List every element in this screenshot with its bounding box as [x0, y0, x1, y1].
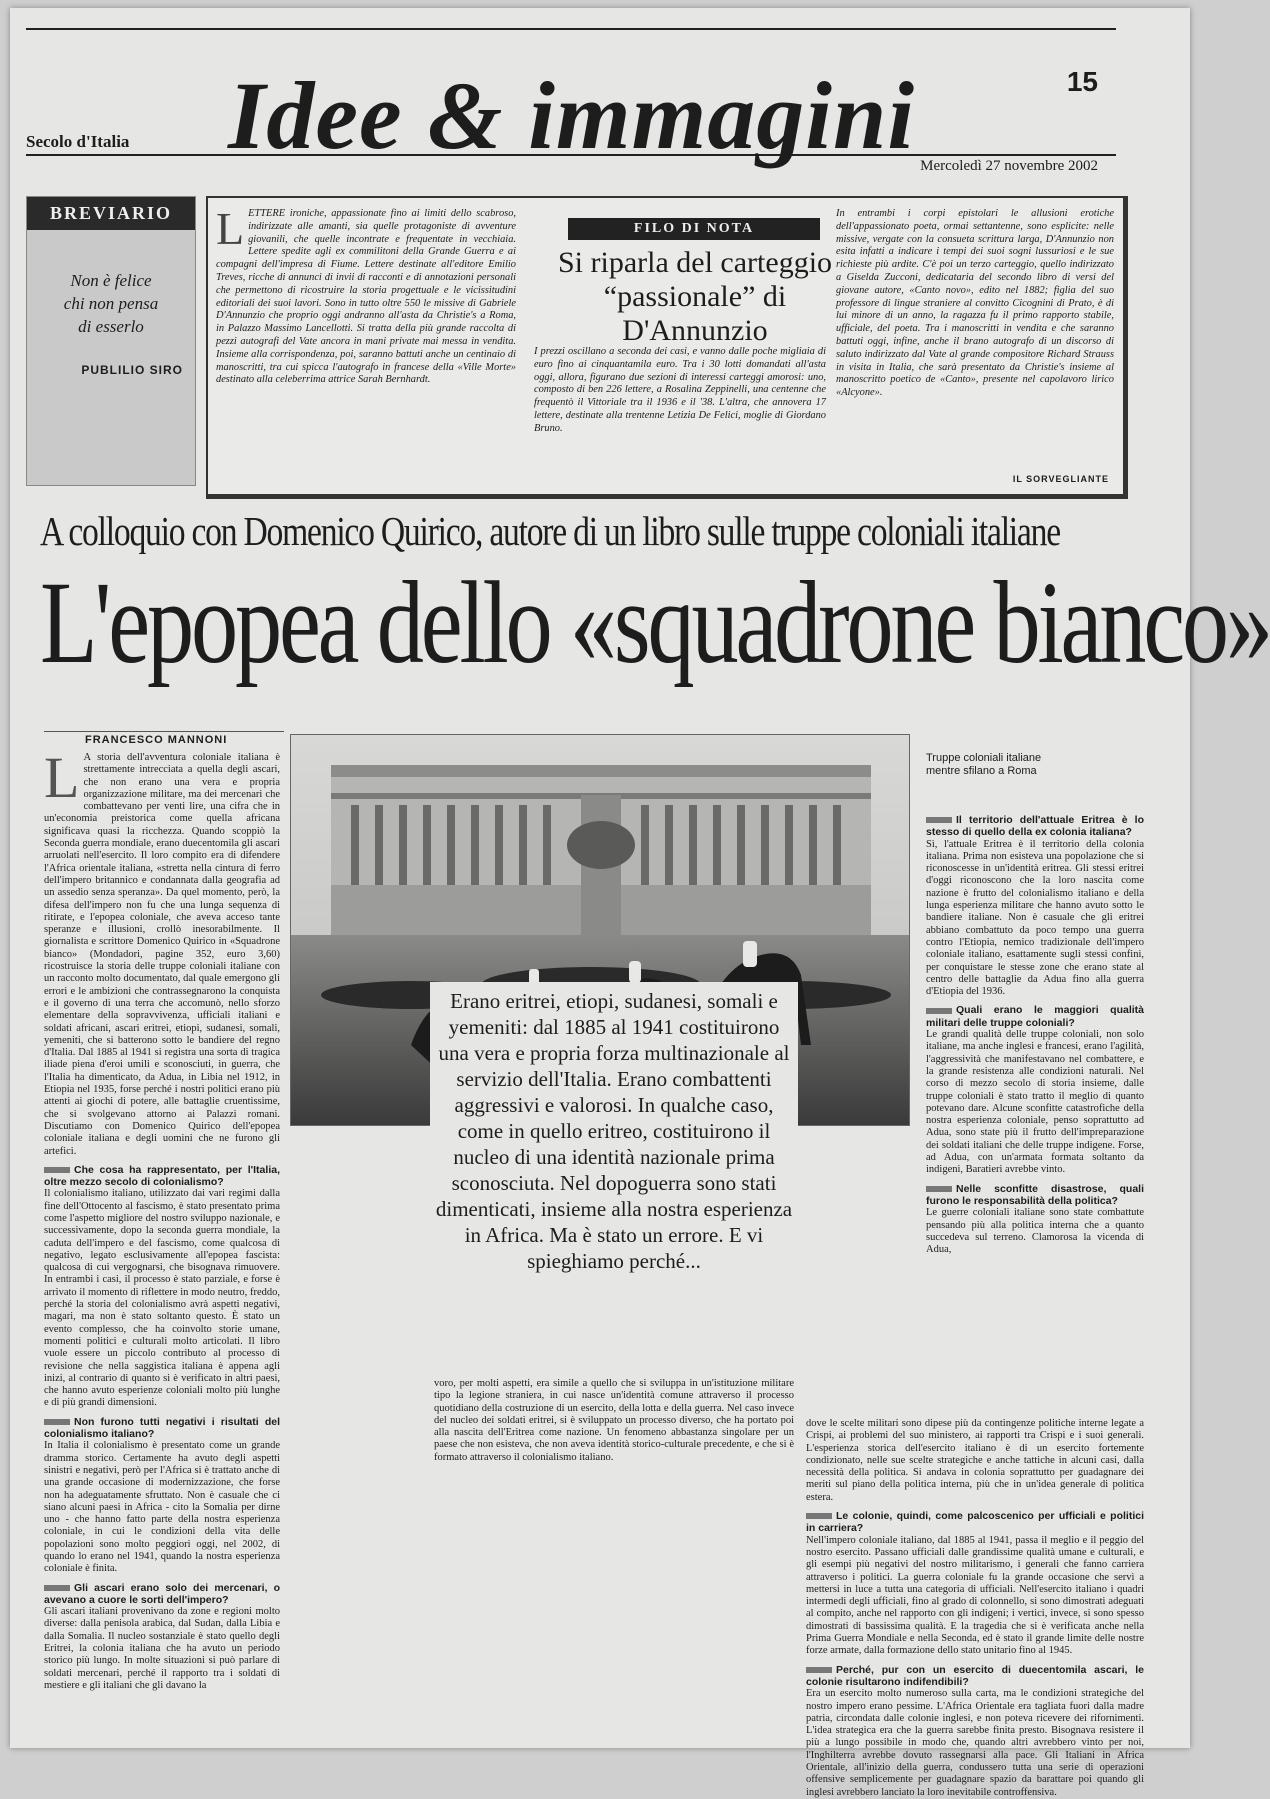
answer-6-start: Le guerre coloniali italiane sono state combattute pensando più alla politica interna che a quanto succedeva sul terreno. Clamorosa la vicenda di Adua, — [926, 1207, 1144, 1256]
byline: FRANCESCO MANNONI — [85, 734, 228, 746]
question-5-text: Quali erano le maggiori qualità militari delle truppe coloniali? — [926, 1004, 1144, 1029]
answer-7: Nell'impero coloniale italiano, dal 1885 al 1941, passa il meglio e il peggio del nostro esercito. Passano ufficiali dalle grandissime qualità umane e culturali, e gli esempi più negativi del nostro militarismo, i generali che fanno carriera attraverso i politici. La guerra coloniale fu la grande occasione che servì a mettersi in luce a tutta una categoria di ufficiali. Nell'esercito italiano i quadri intermedi degli ufficiali, fino al grado di colonnello, si sono dimostrati adeguati al compito, anche nel rapporto con gli indigeni; i vertici, invece, si sono spesso dimostrati di bassissima qualità. E la tragedia che si è verificata anche nella Prima Guerra Mondiale e nella Seconda, ed è stato il grande limite delle nostre forze armate, dalla formazione dello stato unitario fino al 1945. — [806, 1534, 1144, 1657]
answer-3: Gli ascari italiani provenivano da zone e regioni molto diverse: dalla penisola arabica, dal Sudan, dalla Libia e dalla Somalia. Il nucleo sostanziale è stato quello degli Eritrei, la colonia italiana che ha avuto un periodo storico più lungo. In molte situazioni si può parlare di soldati mercenari, perché il rapporto tra i soldati di mestiere e gli italiani che gli davano la — [44, 1606, 280, 1691]
filo-dropcap: L — [216, 203, 245, 254]
article-left-column — [44, 745, 280, 1692]
question-marker — [44, 1167, 70, 1173]
answer-5: Le grandi qualità delle truppe coloniali, non solo italiane, ma anche inglesi e francesi, erano l'agilità, l'aggressività che manifestavano nel combattere, e la grande resistenza alle condizioni naturali. Nel corso di mezzo secolo di storia insieme, dalle truppe coloniali è stato tratto il meglio di quanto potevano dare. Alcune sconfitte catastrofiche della nostra esperienza coloniale, penso soprattutto ad Adua, sono state più il frutto dell'impreparazione dei soldati italiani che delle truppe indigene. Forse, ad Adua, con un'armata formata soltanto da indigeni, Baratieri avrebbe vinto. — [926, 1029, 1144, 1176]
page-number: 15 — [1066, 66, 1098, 97]
article-headline: L'epopea dello «squadrone bianco» — [40, 557, 1270, 688]
question-3 — [44, 1582, 280, 1607]
article-dropcap: L — [44, 745, 80, 810]
question-4 — [926, 814, 1144, 839]
question-2 — [44, 1416, 280, 1441]
breviario-quote: Non è felice chi non pensa di esserlo — [63, 271, 159, 336]
question-6-text: Nelle sconfitte disastrose, quali furono le responsabilità della politica? — [926, 1182, 1144, 1207]
question-marker — [926, 1008, 952, 1014]
answer-4: Sì, l'attuale Eritrea è il territorio della colonia italiana. Prima non esisteva una popolazione che si riconoscesse in un'identità eritrea. Gli stessi eritrei d'oggi riconoscono che la loro nascita come nazione è frutto del colonialismo italiano e della lunga esperienza militare che hanno avuto sotto le bandiere italiane. Non è casuale che gli eritrei abbiano combattuto da poco tempo una guerra contro l'Etiopia, nemico tradizionale dell'impero coloniale italiano, esattamente sugli stessi confini, per conquistare le stesse zone che erano state al centro delle battaglie da Adua fino alla guerra d'Etiopia del 1936. — [926, 838, 1144, 998]
filo-signature: IL SORVEGLIANTE — [1012, 474, 1109, 484]
question-marker — [806, 1513, 832, 1519]
question-8 — [806, 1664, 1144, 1689]
question-marker — [926, 817, 952, 823]
article-intro: A storia dell'avventura coloniale italiana è strettamente intrecciata a quella degli ascari, che non erano una vera e propria organizzazione militare, ma dei mercenari che combattevano per venti lire, una cifra che in un'economia preistorica come quella africana significava quasi la ricchezza. Quando scoppiò la Seconda guerra mondiale, erano duecentomila gli ascari arruolati nell'esercito. Il loro compito era di difendere l'Africa orientale italiana, «stretta nella cintura di ferro dell'impero britannico e condannata dalla geografia ad un assedio senza speranza». Da quel momento, però, la difesa dell'impero non fu che una lunga sequenza di ritirate, e l'epopea coloniale, che aveva acceso tante speranze e illusioni, crollò inesorabilmente. Il giornalista e scrittore Domenico Quirico in «Squadrone bianco» (Mondadori, pagine 352, euro 3,60) ricostruisce la storia delle truppe coloniali italiane con un racconto molto documentato, dal quale emergono gli errori e le ambizioni che contrassegnarono la conquista e il governo di una terra che accomunò, nello sforzo elementare della sopravvivenza, ufficiali italiani e soldati africani, ascari eritrei, etiopi, sudanesi, somali, yemeniti, che si batterono sotto le bandiere del regno d'Italia. Dal 1885 al 1941 si registra una sorta di tragica iliade piena d'eroi umili e sconosciuti, in guerra, che l'Italia ha dimenticato, da Adua, in Libia nel 1912, in Etiopia nel 1935, forse perché i nostri politici erano più attenti ai giochi di potere, alle battaglie cruentissime, che si svolgevano attorno ai Palazzi romani. Discutiamo con Domenico Quirico dell'epopea coloniale italiana e degli uomini che ne furono gli artefici. — [44, 752, 280, 1157]
question-7 — [806, 1510, 1144, 1535]
question-1-text: Che cosa ha rappresentato, per l'Italia, oltre mezzo secolo di colonialismo? — [44, 1163, 280, 1189]
filo-di-nota-badge: FILO DI NOTA — [568, 218, 820, 240]
question-marker — [44, 1585, 70, 1591]
question-7-text: Le colonie, quindi, come palcoscenico per ufficiali e politici in carriera? — [806, 1510, 1144, 1535]
masthead-top-rule — [26, 28, 1116, 30]
breviario-author: PUBLILIO SIRO — [81, 362, 183, 377]
answer-6-end: dove le scelte militari sono dipese più da contingenze politiche interne legate a Crispi, ai problemi del suo ministero, ai rapporti tra Crispi e i suoi generali. L'esperienza storica dell'esercito italiano è di un esercito fortemente condizionato, nelle sue scelte strategiche e anche tattiche in alcuni casi, dalla necessità della politica. Si andava in colonia soprattutto per guadagnare dei meriti sul piano della politica interna, più che in un'idea generale di politica estera. — [806, 1418, 1144, 1503]
question-marker — [44, 1419, 70, 1425]
question-3-text: Gli ascari erano solo dei mercenari, o avevano a cuore le sorti dell'impero? — [44, 1581, 280, 1606]
question-2-text: Non furono tutti negativi i risultati del colonialismo italiano? — [44, 1415, 280, 1441]
question-6 — [926, 1183, 1144, 1208]
filo-column-3: In entrambi i corpi epistolari le allusioni erotiche dell'appassionato poeta, ormai settantenne, sono esplicite: nelle missive, vergate con la consueta scrittura larga, D'Annunzio non esita infatti a indicare i tempi dei suoi sogni lussuriosi e le sue richieste più ardite. C'è poi un terzo carteggio, quello indirizzato a Giselda Zucconi, dedicataria del secondo libro di versi del giovane autore, «Canto novo», edito nel 1882; figlia del suo professore di lingue straniere al convitto Cicognini di Prato, è di lui minore di un anno, la ragazza fu il primo rapporto stabile, ufficiale, del poeta. Tra i manoscritti in vendita e che saranno battuti oggi, infine, anche il brano autografo di un discorso di saluto indirizzato dal Vate al grande compositore Richard Strauss in visita in Italia, che sarà presentato da Christie's insieme al manoscritto poetico de «Canto», presente nel capolavoro lirico «Alcyone». — [836, 208, 1114, 399]
article-right-column — [926, 808, 1144, 1408]
article-lower-right-column — [806, 1418, 1144, 1798]
question-4-text: Il territorio dell'attuale Eritrea è lo stesso di quello della ex colonia italiana? — [926, 814, 1144, 839]
article-kicker: A colloquio con Domenico Quirico, autore di un libro sulle truppe coloniali italiane — [40, 508, 1060, 554]
pull-quote: Erano eritrei, etiopi, sudanesi, somali e yemeniti: dal 1885 al 1941 costituirono una vera e propria forza multinazionale al servizio dell'Italia. Erano combattenti aggressivi e valorosi. In qualche caso, come in quello eritreo, costituirono il nucleo di una identità nazionale prima sconosciuta. Nel dopoguerra sono stati dimenticati, insieme alla nostra esperienza in Africa. Ma è stato un errore. E vi spieghiamo perché... — [430, 982, 798, 1280]
answer-1: Il colonialismo italiano, utilizzato dai vari regimi dalla fine dell'Ottocento al fascismo, è stato presentato prima come l'aspetto migliore del nostro sviluppo nazionale, e successivamente, dopo la seconda guerra mondiale, la caduta dell'impero e del fascismo, come qualcosa di negativo, legato esclusivamente all'epopea fascista: qualcosa di cui vergognarsi, che bisognava rimuovere. In entrambi i casi, il processo è stato parziale, e forse è arrivato il momento di riflettere in modo neutro, freddo, perché la storia del colonialismo avrà aspetti negativi, magari, ma non è stato soltanto questo. È stato un evento complesso, che ha coinvolto storie umane, momenti politici e culturali molto articolati. Il libro vuole essere un piccolo contributo al processo di revisione che nella saggistica italiana è appena agli inizi, al contrario di quanto si è verificato in altri paesi, che hanno avuto esperienze coloniali molto più lunghe e di più grandi dimensioni. — [44, 1188, 280, 1409]
article-center-column: voro, per molti aspetti, era simile a quello che si sviluppa in un'istituzione militare tipo la legione straniera, in cui nasce un'identità comune attraverso il processo quotidiano della costruzione di un esercito, della lotta e della guerra. Nel caso invece del nucleo dei soldati eritrei, si è sviluppato un processo diverso, che ha portato poi alla nascita dell'Eritrea come nazione. Un fenomeno abbastanza singolare per un paese che non esisteva, che non aveva identità storico-culturale precedente, e che si è formato attraverso il colonialismo italiano. — [434, 1378, 794, 1463]
section-title: Idee & immagini — [228, 62, 915, 169]
question-8-text: Perché, pur con un esercito di duecentomila ascari, le colonie risultarono indifendibili? — [806, 1663, 1144, 1688]
filo-column-2: I prezzi oscillano a seconda dei casi, e vanno dalle poche migliaia di euro fino ai cinquantamila euro. Tra i 30 lotti domandati all'asta oggi, allora, figurano due sezioni di interessi carteggi amorosi: uno, composto di ben 226 lettere, a Rosalina Zeppinelli, una centenne che frequentò il Vittoriale tra il 1936 e il '38. L'altra, che annovera 17 lettere, destinate alla trentenne Letizia De Felici, moglie di Giordano Bruno. — [534, 346, 826, 434]
breviario-box — [26, 196, 196, 486]
question-marker — [806, 1667, 832, 1673]
newspaper-page — [10, 8, 1270, 1798]
photo-caption: Truppe coloniali italiane mentre sfilano a Roma — [926, 752, 1042, 777]
filo-di-nota-headline: Si riparla del carteggio “passionale” di D'Annunzio — [557, 246, 833, 347]
question-5 — [926, 1004, 1144, 1029]
filo-column-1 — [216, 203, 516, 484]
answer-2: In Italia il colonialismo è presentato come un grande dramma storico. Certamente ha avuto degli aspetti sinistri e negativi, però per l'Africa si è trattato anche di una grande occasione di modernizzazione, che forse non ha adeguatamente sfruttato. Non è casuale che ci siano alcuni paesi in Africa - cito la Somalia per dirne uno - che hanno fatto parte della nostra esperienza coloniale, in cui le condizioni della vita delle popolazioni sono molto peggiori oggi, nel 2002, di quando lo erano nel 1941, quando la nostra esperienza coloniale è finita. — [44, 1440, 280, 1575]
question-1 — [44, 1164, 280, 1189]
question-marker — [926, 1186, 952, 1192]
byline-rule — [44, 731, 284, 732]
issue-date: Mercoledì 27 novembre 2002 — [920, 158, 1098, 174]
breviario-title: BREVIARIO — [27, 197, 195, 230]
answer-8: Era un esercito molto numeroso sulla carta, ma le condizioni strategiche del nostro impero erano pessime. L'Africa Orientale era tagliata fuori dalla madre patria, circondata dalle colonie inglesi, e non poteva ricevere dei rifornimenti. L'idea strategica era che la guerra sarebbe finita presto. Bisognava resistere il più a lungo possibile in modo che, quando altri avrebbero vinto per noi, l'Inghilterra avrebbe dovuto rassegnarsi alla pace. Gli Italiani in Africa Orientale, all'inizio della guerra, condussero tutta una serie di operazioni offensive semplicemente per guadagnare spazio da barattare poi quando gli inglesi avrebbero lanciato la loro inevitabile controffensiva. — [806, 1688, 1144, 1798]
filo-column-1-text: ETTERE ironiche, appassionate fino ai limiti dello scabroso, indirizzate alle amanti, sia quelle protagoniste di avventure giovanili, che quelle incontrate e frequentate in vecchiaia. Lettere spedite agli ex commilitoni della Grande Guerra e ai compagni dell'impresa di Fiume. Lettere destinate all'editore Emilio Treves, ricche di annunci di invii di racconti e di annotazioni personali che permettono di ricostruire la storia progettuale e le vicissitudini editoriali dei suoi lavori. Sono in tutto oltre 550 le missive di Gabriele D'Annunzio che proprio oggi andranno all'asta da Christie's a Roma, in Palazzo Massimo Lancellotti. Si tratta della più grande raccolta di pezzi autografi del Vate ancora in mani private mai messa in vendita. Insieme alla corrispondenza, poi, saranno battuti anche un centinaio di manoscritti, tra cui spicca l'autografo in francese della «Ville Morte» destinato alla celeberrima attrice Sarah Bernhardt. — [216, 208, 516, 386]
paper-name: Secolo d'Italia — [26, 132, 130, 151]
